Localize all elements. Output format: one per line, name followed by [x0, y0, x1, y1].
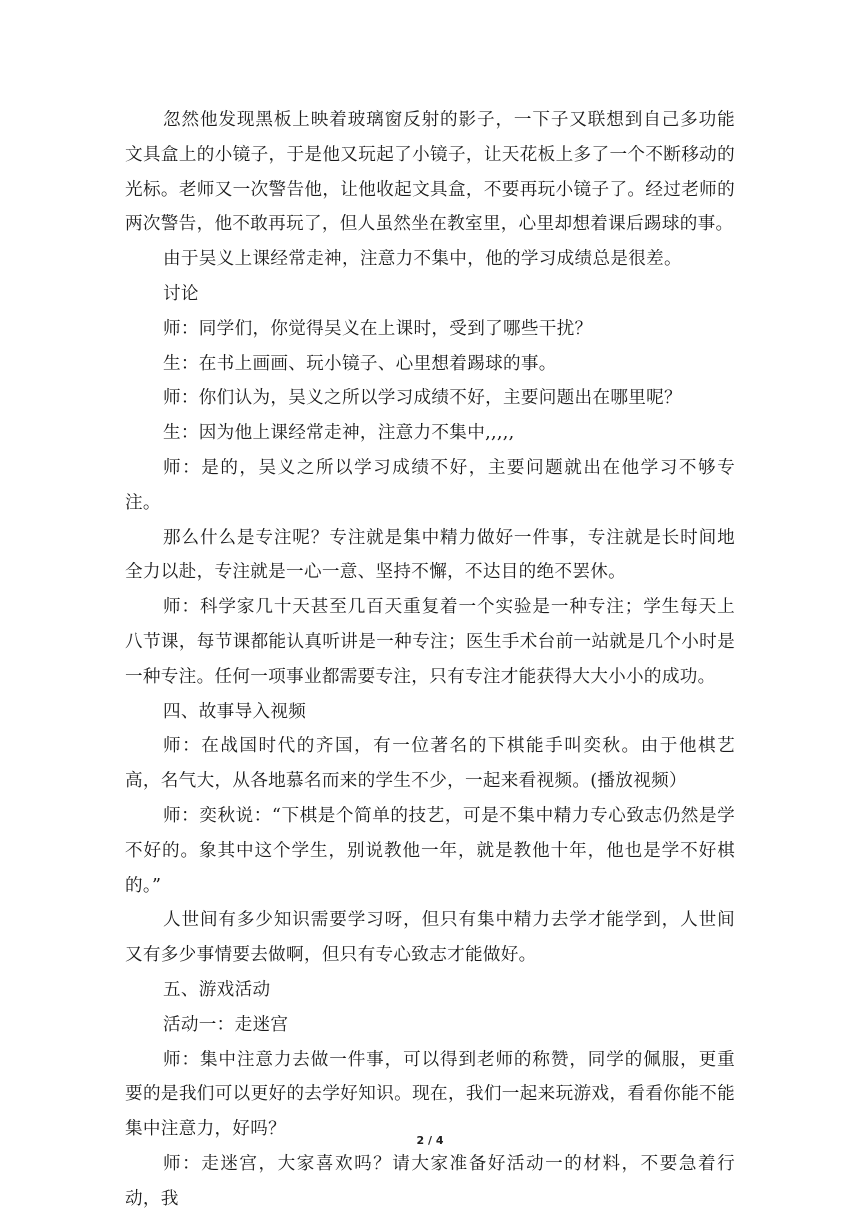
dialogue-line: 师：你们认为，吴义之所以学习成绩不好，主要问题出在哪里呢？: [163, 388, 682, 409]
dialogue-line: 师：奕秋说：“下棋是个简单的技艺，可是不集中精力专心致志仍然是学不好的。象其中这个学生，别说教他一年，就是教他十年，他也是学不好棋的。”: [125, 805, 735, 896]
activity-heading: 活动一：走迷宫: [163, 1014, 289, 1035]
paragraph: 由于吴义上课经常走神，注意力不集中，他的学习成绩总是很差。: [163, 249, 682, 270]
document-body: [125, 103, 735, 1217]
dialogue-line: 师：走迷宫，大家喜欢吗？请大家准备好活动一的材料，不要急着行动，我: [125, 1153, 735, 1209]
page-number: 2 / 4: [416, 1134, 444, 1147]
dialogue-line: 生：在书上画画、玩小镜子、心里想着踢球的事。: [163, 353, 557, 374]
section-heading: 四、故事导入视频: [163, 701, 307, 722]
paragraph: 忽然他发现黑板上映着玻璃窗反射的影子，一下子又联想到自己多功能文具盒上的小镜子，于是他又玩起了小镜子，让天花板上多了一个不断移动的光标。老师又一次警告他，让他收起文具盒，不要再玩小镜子了。经过老师的两次警告，他不敢再玩了，但人虽然坐在教室里，心里却想着课后踢球的事。: [125, 110, 735, 235]
section-label: 讨论: [163, 283, 199, 304]
section-heading: 五、游戏活动: [163, 979, 271, 1000]
paragraph: 人世间有多少知识需要学习呀，但只有集中精力去学才能学到，人世间又有多少事情要去做啊，但只有专心致志才能做好。: [125, 910, 735, 966]
dialogue-line: 师：科学家几十天甚至几百天重复着一个实验是一种专注；学生每天上八节课，每节课都能认真听讲是一种专注；医生手术台前一站就是几个小时是一种专注。任何一项事业都需要专注，只有专注才能获得大大小小的成功。: [125, 597, 735, 687]
dialogue-line: 师：在战国时代的齐国，有一位著名的下棋能手叫奕秋。由于他棋艺高，名气大，从各地慕名而来的学生不少，一起来看视频。(播放视频）: [125, 736, 735, 792]
dialogue-line: 师：集中注意力去做一件事，可以得到老师的称赞，同学的佩服，更重要的是我们可以更好的去学好知识。现在，我们一起来玩游戏，看看你能不能集中注意力，好吗？: [125, 1049, 735, 1140]
dialogue-line: 师：是的，吴义之所以学习成绩不好，主要问题就出在他学习不够专注。: [125, 457, 735, 513]
dialogue-line: 生：因为他上课经常走神，注意力不集中,,,,,: [163, 423, 515, 444]
dialogue-line: 师：同学们，你觉得吴义在上课时，受到了哪些干扰？: [163, 318, 593, 339]
paragraph: 那么什么是专注呢？专注就是集中精力做好一件事，专注就是长时间地全力以赴，专注就是一心一意、坚持不懈，不达目的绝不罢休。: [125, 527, 735, 583]
